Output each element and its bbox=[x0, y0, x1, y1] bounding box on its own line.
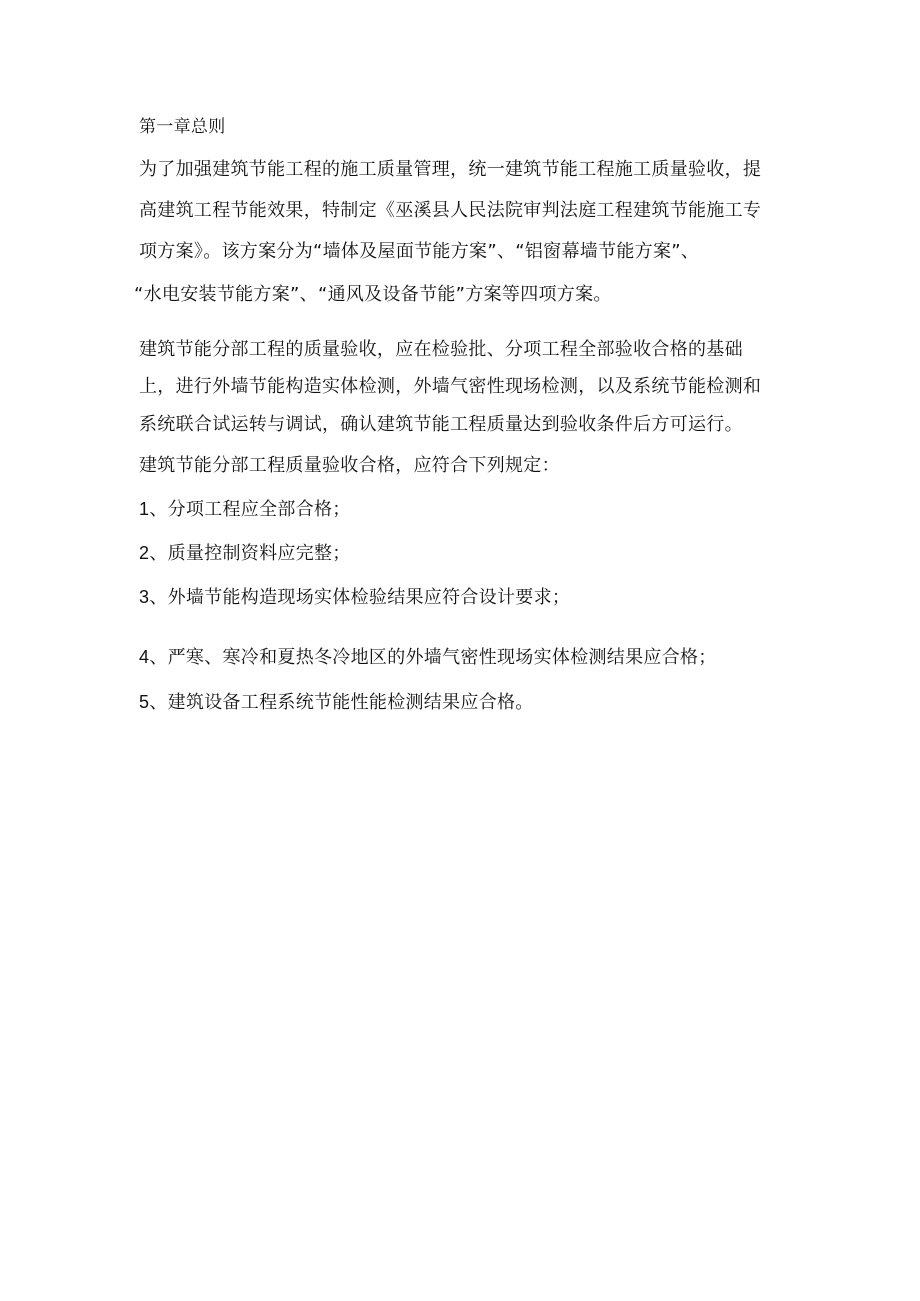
rule-item-text: 、外墙节能构造现场实体检验结果应符合设计要求； bbox=[149, 587, 571, 608]
rules-intro: 建筑节能分部工程质量验收合格，应符合下列规定： bbox=[139, 455, 560, 476]
rule-item-5 bbox=[139, 690, 534, 715]
rule-item-2 bbox=[139, 541, 351, 566]
intro-line-1: 为了加强建筑节能工程的施工质量管理，统一建筑节能工程施工质量验收，提 bbox=[139, 159, 762, 180]
rule-item-number: 3 bbox=[139, 587, 150, 607]
acceptance-line-2: 上，进行外墙节能构造实体检测，外墙气密性现场检测，以及系统节能检测和 bbox=[139, 376, 762, 397]
intro-line-4: “水电安装节能方案”、“通风及设备节能”方案等四项方案。 bbox=[134, 284, 612, 305]
intro-line-3: 项方案》。该方案分为“墙体及屋面节能方案”、“铝窗幕墙节能方案”、 bbox=[139, 241, 700, 262]
rule-item-number: 4 bbox=[139, 647, 150, 667]
rule-item-text: 、分项工程应全部合格； bbox=[149, 499, 351, 520]
rule-item-3 bbox=[139, 585, 570, 610]
rule-item-text: 、建筑设备工程系统节能性能检测结果应合格。 bbox=[149, 692, 534, 713]
rule-item-1 bbox=[139, 497, 351, 522]
rule-item-text: 、严寒、寒冷和夏热冬冷地区的外墙气密性现场实体检测结果应合格； bbox=[149, 647, 717, 668]
rule-item-4 bbox=[139, 645, 717, 670]
acceptance-line-3: 系统联合试运转与调试，确认建筑节能工程质量达到验收条件后方可运行。 bbox=[139, 414, 743, 435]
rule-item-text: 、质量控制资料应完整； bbox=[149, 543, 351, 564]
acceptance-line-1: 建筑节能分部工程的质量验收，应在检验批、分项工程全部验收合格的基础 bbox=[139, 339, 743, 360]
intro-line-2: 高建筑工程节能效果，特制定《巫溪县人民法院审判法庭工程建筑节能施工专 bbox=[139, 200, 762, 221]
rule-item-number: 1 bbox=[139, 499, 150, 519]
rule-item-number: 5 bbox=[139, 692, 150, 712]
rule-item-number: 2 bbox=[139, 543, 150, 563]
chapter-heading: 第一章总则 bbox=[139, 117, 226, 137]
